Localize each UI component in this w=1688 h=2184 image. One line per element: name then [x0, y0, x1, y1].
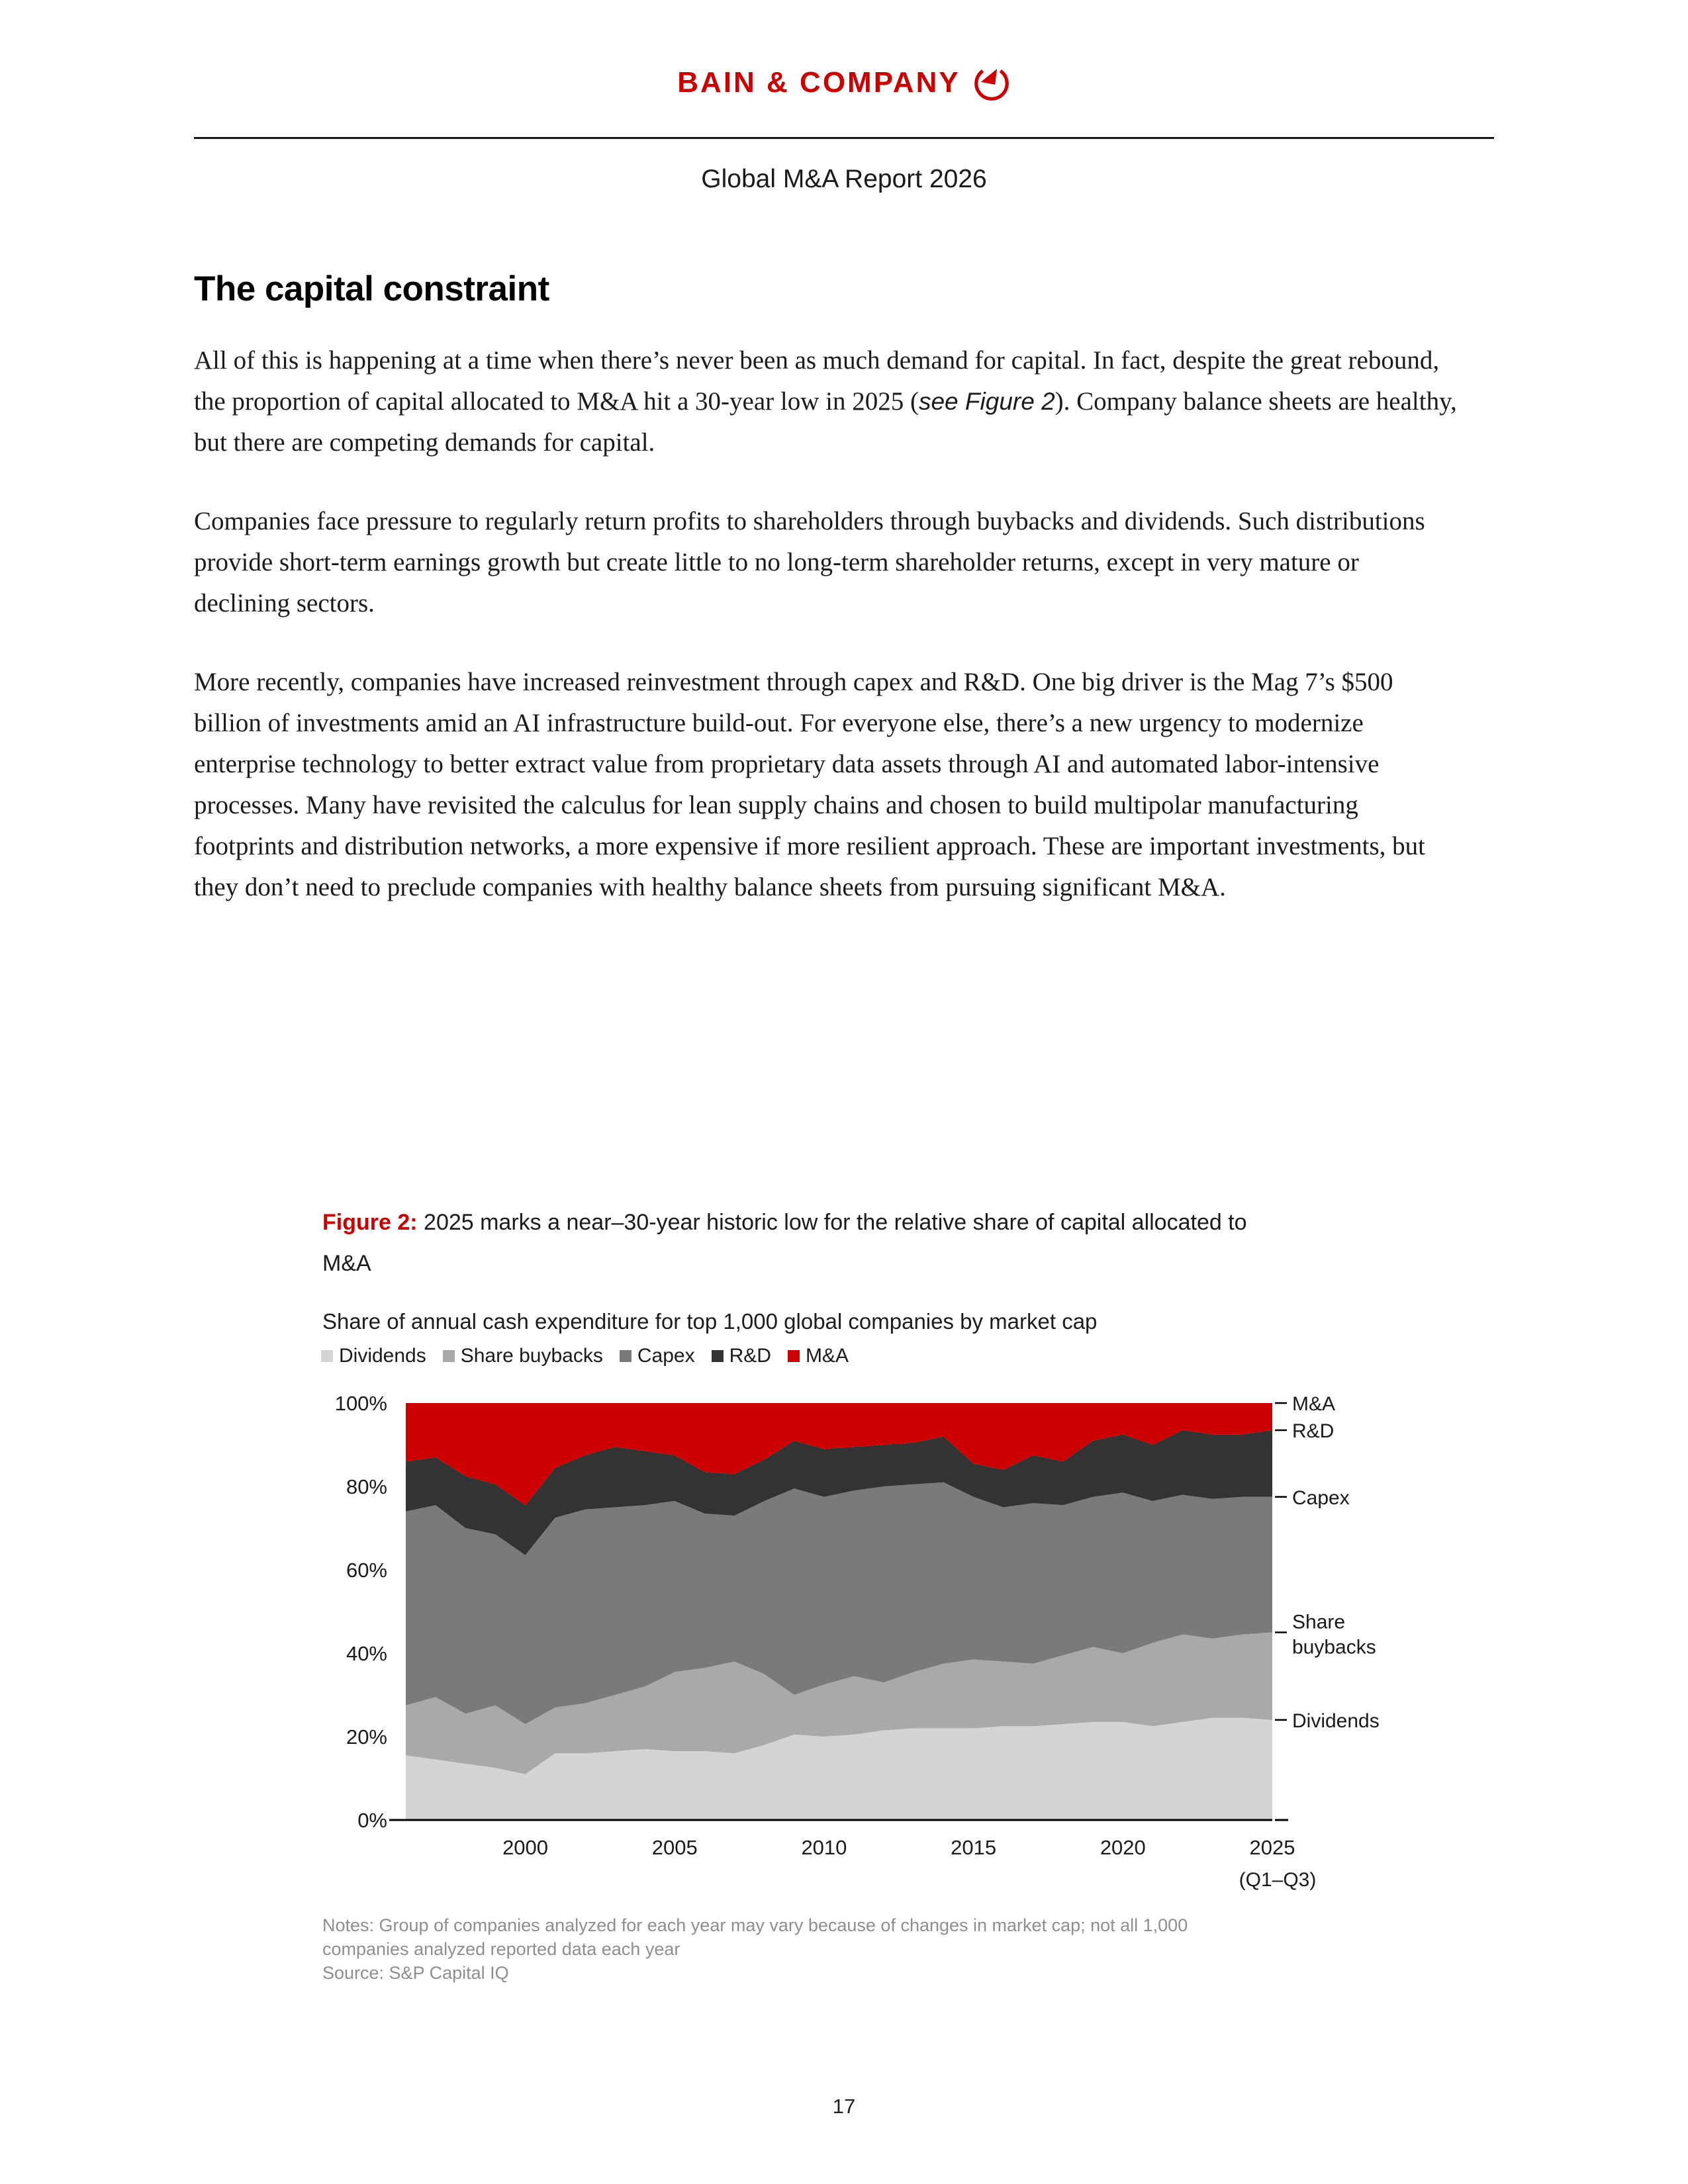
legend-item-r-d [712, 1345, 771, 1367]
paragraph-text: All of this is happening at a time when there’s never been as much demand for capital. In fact, despite the great rebound, the proportion of capital allocated to M&A hit a 30-year low in 2025 ( [194, 346, 1440, 416]
y-axis-label: 0% [357, 1809, 387, 1832]
legend-swatch-capex [620, 1350, 632, 1362]
figure-notes [322, 1913, 1243, 1985]
paragraph-text: ). Company balance sheets are healthy, but there are competing demands for capital. [194, 387, 1457, 457]
chart-legend [321, 1345, 865, 1367]
body-paragraph [194, 662, 1458, 908]
figure-caption [322, 1202, 1269, 1284]
y-axis-label: 20% [346, 1725, 387, 1749]
bain-compass-icon [972, 64, 1011, 102]
body-text [194, 340, 1458, 946]
x-axis-label: 2010 [801, 1836, 847, 1859]
right-series-label-r-d: R&D [1292, 1420, 1335, 1442]
legend-item-m-a [788, 1345, 849, 1367]
legend-item-capex [620, 1345, 695, 1367]
figure-notes-text: Notes: Group of companies analyzed for each year may vary because of changes in market cap; not all 1,000 companies analyzed reported data each year [322, 1915, 1188, 1959]
legend-label-dividends: Dividends [339, 1345, 426, 1367]
y-axis-label: 80% [346, 1475, 387, 1498]
x-axis-label: 2025 [1249, 1836, 1295, 1859]
header-rule [194, 137, 1494, 139]
paragraph-text: More recently, companies have increased reinvestment through capex and R&D. One big driver is the Mag 7’s $500 billion of investments amid an AI infrastructure build-out. For everyone else, there’s a new urgency to modernize enterprise technology to better extract value from proprietary data assets through AI and automated labor-intensive processes. Many have revisited the calculus for lean supply chains and chosen to build multipolar manufacturing footprints and distribution networks, a more expensive if more resilient approach. These are important investments, but they don’t need to preclude companies with healthy balance sheets from pursuing significant M&A. [194, 668, 1425, 901]
legend-swatch-r-d [712, 1350, 724, 1362]
legend-label-r-d: R&D [729, 1345, 771, 1367]
brand-wordmark: BAIN & COMPANY [677, 66, 961, 99]
paragraph-text: Companies face pressure to regularly return profits to shareholders through buybacks and dividends. Such distributions provide short-term earnings growth but create little to no long-term shareholder returns, except in very mature or declining sectors. [194, 507, 1425, 617]
y-axis-label: 100% [334, 1392, 387, 1415]
legend-label-capex: Capex [637, 1345, 695, 1367]
y-axis-label: 40% [346, 1642, 387, 1665]
figure-subtitle: Share of annual cash expenditure for top 1,000 global companies by market cap [322, 1309, 1098, 1334]
stacked-area-chart [291, 1388, 1417, 1918]
figure-label: Figure 2: [322, 1210, 418, 1235]
section-heading: The capital constraint [194, 269, 549, 308]
y-axis-label: 60% [346, 1559, 387, 1582]
document-title: Global M&A Report 2026 [701, 165, 987, 193]
right-series-label-share-buybacks: Share [1292, 1611, 1346, 1633]
figure-caption-text: 2025 marks a near–30-year historic low for the relative share of capital allocated to M&A [322, 1210, 1247, 1276]
legend-item-share-buybacks [443, 1345, 603, 1367]
figure-source: Source: S&P Capital IQ [322, 1963, 509, 1983]
x-axis-label: 2005 [651, 1836, 698, 1859]
body-paragraph [194, 501, 1458, 624]
right-series-label-share-buybacks: buybacks [1292, 1636, 1376, 1659]
page-number: 17 [832, 2095, 856, 2118]
right-series-label-m-a: M&A [1292, 1393, 1336, 1415]
right-series-label-capex: Capex [1292, 1486, 1350, 1509]
brand-logo [0, 64, 1688, 102]
legend-swatch-share-buybacks [443, 1350, 455, 1362]
legend-swatch-dividends [321, 1350, 333, 1362]
x-axis-label: 2000 [502, 1836, 549, 1859]
figure-reference: see Figure 2 [918, 388, 1055, 415]
legend-label-share-buybacks: Share buybacks [460, 1345, 603, 1367]
x-axis-sublabel: (Q1–Q3) [1239, 1869, 1317, 1891]
legend-swatch-m-a [788, 1350, 800, 1362]
x-axis-label: 2020 [1100, 1836, 1146, 1859]
legend-item-dividends [321, 1345, 426, 1367]
x-axis-label: 2015 [951, 1836, 997, 1859]
body-paragraph [194, 340, 1458, 463]
legend-label-m-a: M&A [805, 1345, 849, 1367]
right-series-label-dividends: Dividends [1292, 1709, 1380, 1732]
